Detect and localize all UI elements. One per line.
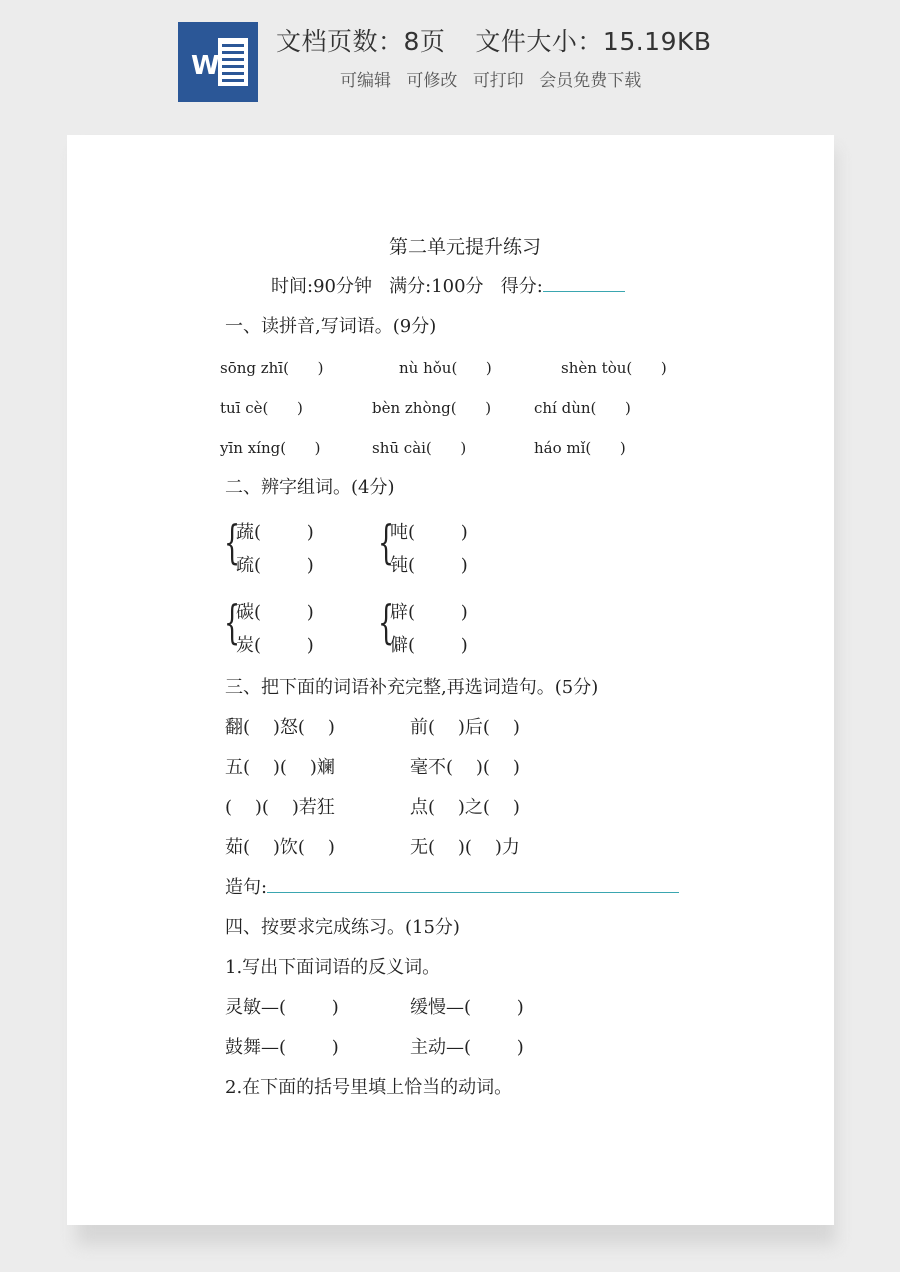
char-item: 吨( )	[390, 522, 468, 543]
pinyin-item: shèn tòu( )	[561, 359, 667, 377]
brace: {	[378, 515, 395, 569]
idiom-item: 翻( )怒( )	[225, 717, 335, 738]
char-item: 钝( )	[390, 555, 468, 576]
full-score: 满分:100分	[389, 276, 484, 297]
time-limit: 时间:90分钟	[271, 276, 372, 297]
char-item: 疏( )	[236, 555, 314, 576]
exam-info	[271, 277, 625, 297]
idiom-item: 前( )后( )	[410, 717, 520, 738]
sentence-label: 造句:	[225, 877, 268, 898]
member-download-tag: 会员免费下载	[539, 71, 642, 91]
char-item: 辟( )	[390, 602, 468, 623]
pinyin-item: shū cài( )	[372, 439, 467, 457]
question-1: 1.写出下面词语的反义词。	[225, 957, 441, 978]
word-file-icon	[178, 22, 258, 102]
brace: {	[378, 595, 395, 649]
pinyin-item: chí dùn( )	[534, 399, 631, 417]
antonym-item: 灵敏—( )	[225, 997, 339, 1018]
idiom-item: 点( )之( )	[410, 797, 520, 818]
idiom-item: 无( )( )力	[410, 837, 520, 858]
modifiable-tag: 可修改	[406, 71, 458, 91]
pinyin-item: háo mǐ( )	[534, 439, 626, 457]
pinyin-item: yīn xíng( )	[220, 439, 321, 457]
idiom-item: ( )( )若狂	[225, 797, 335, 818]
pinyin-item: tuī cè( )	[220, 399, 303, 417]
brace: {	[224, 515, 241, 569]
char-item: 蔬( )	[236, 522, 314, 543]
brace: {	[224, 595, 241, 649]
antonym-item: 主动—( )	[410, 1037, 524, 1058]
editable-tag: 可编辑	[340, 71, 391, 91]
doc-actions	[340, 66, 651, 91]
idiom-item: 茹( )饮( )	[225, 837, 335, 858]
sentence-blank[interactable]	[267, 892, 679, 893]
antonym-item: 鼓舞—( )	[225, 1037, 339, 1058]
idiom-item: 毫不( )( )	[410, 757, 520, 778]
sentence-row	[225, 878, 679, 898]
page-count: 文档页数：8页	[276, 27, 446, 56]
question-2: 2.在下面的括号里填上恰当的动词。	[225, 1077, 513, 1098]
svg-text:W: W	[191, 51, 220, 81]
char-item: 炭( )	[236, 635, 314, 656]
antonym-item: 缓慢—( )	[410, 997, 524, 1018]
idiom-item: 五( )( )斓	[225, 757, 335, 778]
pinyin-item: nù hǒu( )	[399, 359, 492, 377]
score-blank[interactable]	[543, 291, 625, 292]
section-2-heading: 二、辨字组词。(4分)	[225, 477, 395, 498]
doc-meta-line	[276, 22, 712, 58]
doc-info-header	[0, 0, 900, 120]
pinyin-item: bèn zhòng( )	[372, 399, 492, 417]
section-4-heading: 四、按要求完成练习。(15分)	[225, 917, 460, 938]
score-label: 得分:	[500, 276, 543, 297]
char-item: 僻( )	[390, 635, 468, 656]
file-size: 文件大小：15.19KB	[475, 27, 712, 56]
document-page	[67, 135, 834, 1225]
char-item: 碳( )	[236, 602, 314, 623]
pinyin-item: sōng zhī( )	[220, 359, 324, 377]
section-1-heading: 一、读拼音,写词语。(9分)	[225, 316, 437, 337]
printable-tag: 可打印	[472, 71, 524, 91]
section-3-heading: 三、把下面的词语补充完整,再选词造句。(5分)	[225, 677, 599, 698]
page-title: 第二单元提升练习	[389, 236, 542, 258]
